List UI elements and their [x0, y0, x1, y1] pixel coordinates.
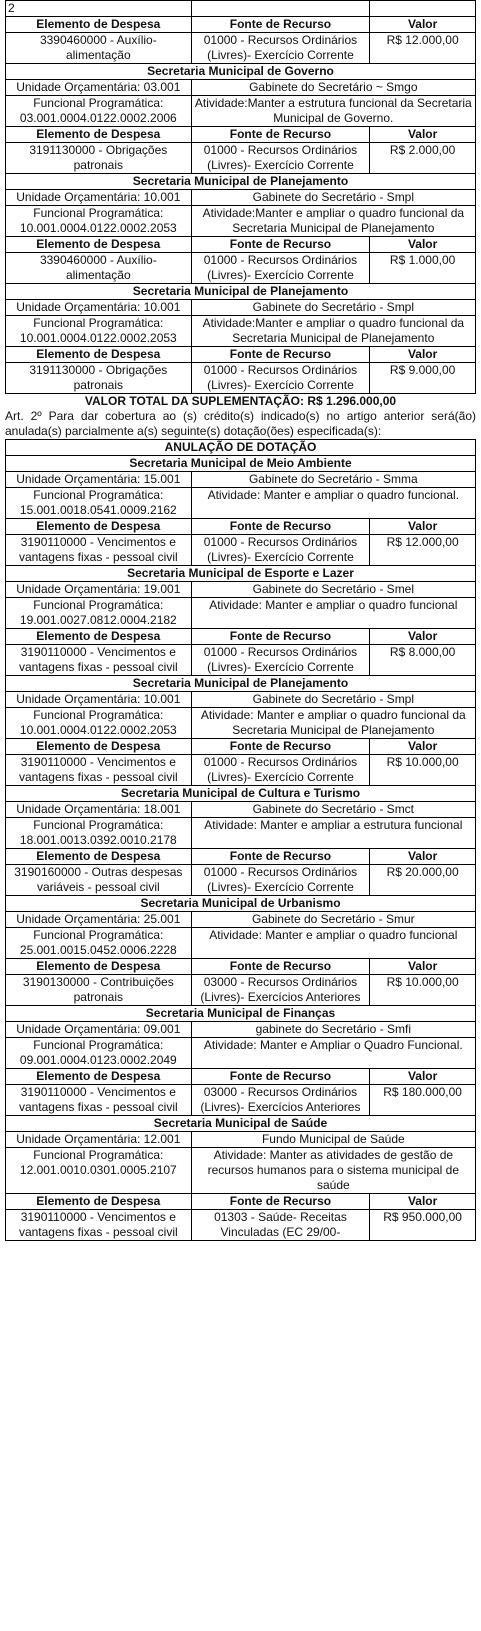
info-label: Unidade Orçamentária: 12.001	[6, 1132, 192, 1148]
info-row	[6, 1022, 476, 1038]
info-value: Atividade: Manter e Ampliar o Quadro Funcional.	[191, 1038, 475, 1069]
info-label: Unidade Orçamentária: 10.001	[6, 190, 192, 206]
suplementacao-table	[5, 0, 476, 394]
elemento-despesa-cell: 3190110000 - Vencimentos e vantagens fixas - pessoal civil	[6, 755, 192, 786]
info-row	[6, 818, 476, 849]
header-fonte-recurso: Fonte de Recurso	[191, 1069, 370, 1085]
info-label: Unidade Orçamentária: 15.001	[6, 472, 192, 488]
fonte-recurso-cell: 03000 - Recursos Ordinários (Livres)- Exercícios Anteriores	[191, 975, 370, 1006]
header-fonte-recurso: Fonte de Recurso	[191, 347, 370, 363]
column-header-row	[6, 849, 476, 865]
secretaria-row	[6, 1116, 476, 1132]
elemento-despesa-cell: 3190110000 - Vencimentos e vantagens fixas - pessoal civil	[6, 1210, 192, 1241]
info-value: Atividade: Manter e ampliar o quadro funcional da Secretaria Municipal de Planejamento	[191, 708, 475, 739]
document-page	[5, 0, 476, 1241]
header-valor: Valor	[370, 127, 476, 143]
elemento-despesa-cell: 3191130000 - Obrigações patronais	[6, 143, 192, 174]
valor-cell: R$ 950.000,00	[370, 1210, 476, 1241]
header-elemento-despesa: Elemento de Despesa	[6, 849, 192, 865]
column-header-row	[6, 739, 476, 755]
column-header-row	[6, 1194, 476, 1210]
anulacao-title-row	[6, 440, 476, 456]
header-fonte-recurso: Fonte de Recurso	[191, 739, 370, 755]
valor-cell: R$ 8.000,00	[370, 645, 476, 676]
info-row	[6, 582, 476, 598]
valor-cell: R$ 12.000,00	[370, 535, 476, 566]
header-elemento-despesa: Elemento de Despesa	[6, 1069, 192, 1085]
valor-cell: R$ 12.000,00	[370, 33, 476, 64]
orphan-row	[6, 1, 476, 17]
secretaria-title: Secretaria Municipal de Meio Ambiente	[6, 456, 476, 472]
table-row	[6, 33, 476, 64]
header-valor: Valor	[370, 1069, 476, 1085]
info-label: Funcional Programática: 15.001.0018.0541.0009.2162	[6, 488, 192, 519]
info-value: Gabinete do Secretário - Smpl	[191, 190, 475, 206]
info-label: Funcional Programática: 12.001.0010.0301.0005.2107	[6, 1148, 192, 1194]
header-valor: Valor	[370, 1194, 476, 1210]
info-label: Funcional Programática: 10.001.0004.0122.0002.2053	[6, 206, 192, 237]
header-fonte-recurso: Fonte de Recurso	[191, 629, 370, 645]
fonte-recurso-cell: 01303 - Saúde- Receitas Vinculadas (EC 29/00-	[191, 1210, 370, 1241]
info-value: Gabinete do Secretário - Smel	[191, 582, 475, 598]
anulacao-table	[5, 439, 476, 1241]
valor-cell: R$ 1.000,00	[370, 253, 476, 284]
info-row	[6, 928, 476, 959]
info-row	[6, 1132, 476, 1148]
info-value: Gabinete do Secretário - Smct	[191, 802, 475, 818]
secretaria-row	[6, 896, 476, 912]
table-row	[6, 645, 476, 676]
info-label: Funcional Programática: 18.001.0013.0392.0010.2178	[6, 818, 192, 849]
secretaria-title: Secretaria Municipal de Governo	[6, 64, 476, 80]
info-row	[6, 912, 476, 928]
info-value: Gabinete do Secretário - Smma	[191, 472, 475, 488]
info-label: Funcional Programática: 09.001.0004.0123.0002.2049	[6, 1038, 192, 1069]
secretaria-title: Secretaria Municipal de Finanças	[6, 1006, 476, 1022]
info-label: Funcional Programática: 10.001.0004.0122.0002.2053	[6, 316, 192, 347]
header-valor: Valor	[370, 739, 476, 755]
info-row	[6, 206, 476, 237]
info-row	[6, 472, 476, 488]
table-row	[6, 865, 476, 896]
header-elemento-despesa: Elemento de Despesa	[6, 347, 192, 363]
info-label: Unidade Orçamentária: 19.001	[6, 582, 192, 598]
info-label: Unidade Orçamentária: 25.001	[6, 912, 192, 928]
column-header-row	[6, 347, 476, 363]
column-header-row	[6, 959, 476, 975]
header-valor: Valor	[370, 237, 476, 253]
elemento-despesa-cell: 3390460000 - Auxílio-alimentação	[6, 33, 192, 64]
fonte-recurso-cell: 01000 - Recursos Ordinários (Livres)- Exercício Corrente	[191, 33, 370, 64]
info-value: Atividade: Manter as atividades de gestão de recursos humanos para o sistema municipal de saúde	[191, 1148, 475, 1194]
info-value: Atividade: Manter e ampliar o quadro funcional.	[191, 488, 475, 519]
info-value: gabinete do Secretário - Smfi	[191, 1022, 475, 1038]
fonte-recurso-cell: 01000 - Recursos Ordinários (Livres)- Exercício Corrente	[191, 363, 370, 394]
header-fonte-recurso: Fonte de Recurso	[191, 237, 370, 253]
header-valor: Valor	[370, 519, 476, 535]
empty-cell	[191, 1, 370, 17]
info-row	[6, 300, 476, 316]
column-header-row	[6, 237, 476, 253]
info-value: Atividade:Manter a estrutura funcional da Secretaria Municipal de Governo.	[191, 96, 475, 127]
column-header-row	[6, 519, 476, 535]
fonte-recurso-cell: 01000 - Recursos Ordinários (Livres)- Exercício Corrente	[191, 865, 370, 896]
header-valor: Valor	[370, 959, 476, 975]
valor-cell: R$ 180.000,00	[370, 1085, 476, 1116]
info-row	[6, 692, 476, 708]
info-row	[6, 80, 476, 96]
header-elemento-despesa: Elemento de Despesa	[6, 237, 192, 253]
header-elemento-despesa: Elemento de Despesa	[6, 1194, 192, 1210]
valor-cell: R$ 20.000,00	[370, 865, 476, 896]
valor-cell: R$ 10.000,00	[370, 975, 476, 1006]
empty-cell	[370, 1, 476, 17]
secretaria-row	[6, 1006, 476, 1022]
valor-cell: R$ 2.000,00	[370, 143, 476, 174]
info-row	[6, 708, 476, 739]
header-valor: Valor	[370, 347, 476, 363]
info-value: Atividade: Manter e ampliar a estrutura funcional	[191, 818, 475, 849]
info-row	[6, 1038, 476, 1069]
fonte-recurso-cell: 03000 - Recursos Ordinários (Livres)- Exercícios Anteriores	[191, 1085, 370, 1116]
secretaria-title: Secretaria Municipal de Urbanismo	[6, 896, 476, 912]
info-value: Gabinete do Secretário ~ Smgo	[191, 80, 475, 96]
column-header-row	[6, 1069, 476, 1085]
header-fonte-recurso: Fonte de Recurso	[191, 849, 370, 865]
info-label: Unidade Orçamentária: 10.001	[6, 300, 192, 316]
info-row	[6, 1148, 476, 1194]
fonte-recurso-cell: 01000 - Recursos Ordinários (Livres)- Exercício Corrente	[191, 253, 370, 284]
info-row	[6, 488, 476, 519]
info-label: Funcional Programática: 10.001.0004.0122.0002.2053	[6, 708, 192, 739]
anulacao-title: ANULAÇÃO DE DOTAÇÃO	[6, 440, 476, 456]
header-elemento-despesa: Elemento de Despesa	[6, 127, 192, 143]
info-value: Atividade:Manter e ampliar o quadro funcional da Secretaria Municipal de Planejamento	[191, 316, 475, 347]
table-row	[6, 1210, 476, 1241]
info-row	[6, 598, 476, 629]
header-elemento-despesa: Elemento de Despesa	[6, 519, 192, 535]
elemento-despesa-cell: 3190110000 - Vencimentos e vantagens fixas - pessoal civil	[6, 645, 192, 676]
secretaria-title: Secretaria Municipal de Planejamento	[6, 284, 476, 300]
header-valor: Valor	[370, 17, 476, 33]
info-value: Gabinete do Secretário - Smur	[191, 912, 475, 928]
column-header-row	[6, 127, 476, 143]
valor-cell: R$ 10.000,00	[370, 755, 476, 786]
secretaria-row	[6, 786, 476, 802]
info-value: Atividade: Manter e ampliar o quadro funcional	[191, 598, 475, 629]
secretaria-title: Secretaria Municipal de Planejamento	[6, 676, 476, 692]
elemento-despesa-cell: 3191130000 - Obrigações patronais	[6, 363, 192, 394]
info-value: Gabinete do Secretário - Smpl	[191, 300, 475, 316]
info-row	[6, 190, 476, 206]
secretaria-row	[6, 566, 476, 582]
table-row	[6, 253, 476, 284]
elemento-despesa-cell: 3190130000 - Contribuições patronais	[6, 975, 192, 1006]
table-row	[6, 755, 476, 786]
info-label: Funcional Programática: 25.001.0015.0452.0006.2228	[6, 928, 192, 959]
elemento-despesa-cell: 3390460000 - Auxílio-alimentação	[6, 253, 192, 284]
header-fonte-recurso: Fonte de Recurso	[191, 959, 370, 975]
orphan-cell: 2	[6, 1, 192, 17]
info-label: Unidade Orçamentária: 10.001	[6, 692, 192, 708]
secretaria-title: Secretaria Municipal de Cultura e Turismo	[6, 786, 476, 802]
secretaria-row	[6, 64, 476, 80]
secretaria-row	[6, 456, 476, 472]
header-elemento-despesa: Elemento de Despesa	[6, 17, 192, 33]
fonte-recurso-cell: 01000 - Recursos Ordinários (Livres)- Exercício Corrente	[191, 143, 370, 174]
info-label: Unidade Orçamentária: 18.001	[6, 802, 192, 818]
secretaria-title: Secretaria Municipal de Planejamento	[6, 174, 476, 190]
header-fonte-recurso: Fonte de Recurso	[191, 1194, 370, 1210]
header-fonte-recurso: Fonte de Recurso	[191, 17, 370, 33]
info-value: Atividade:Manter e ampliar o quadro funcional da Secretaria Municipal de Planejamento	[191, 206, 475, 237]
info-value: Gabinete do Secretário - Smpl	[191, 692, 475, 708]
column-header-row	[6, 629, 476, 645]
column-header-row	[6, 17, 476, 33]
fonte-recurso-cell: 01000 - Recursos Ordinários (Livres)- Exercício Corrente	[191, 645, 370, 676]
info-label: Unidade Orçamentária: 09.001	[6, 1022, 192, 1038]
table-row	[6, 975, 476, 1006]
secretaria-title: Secretaria Municipal de Esporte e Lazer	[6, 566, 476, 582]
header-fonte-recurso: Fonte de Recurso	[191, 127, 370, 143]
info-row	[6, 96, 476, 127]
fonte-recurso-cell: 01000 - Recursos Ordinários (Livres)- Exercício Corrente	[191, 535, 370, 566]
valor-cell: R$ 9.000,00	[370, 363, 476, 394]
info-label: Funcional Programática: 03.001.0004.0122.0002.2006	[6, 96, 192, 127]
elemento-despesa-cell: 3190110000 - Vencimentos e vantagens fixas - pessoal civil	[6, 1085, 192, 1116]
info-label: Funcional Programática: 19.001.0027.0812.0004.2182	[6, 598, 192, 629]
header-valor: Valor	[370, 849, 476, 865]
article-2-paragraph: Art. 2º Para dar cobertura ao (s) crédito(s) indicado(s) no artigo anterior será(ão) anulada(s) parcialmente a(s) seguinte(s) dotação(ões) especificada(s):	[5, 409, 476, 438]
secretaria-row	[6, 284, 476, 300]
header-elemento-despesa: Elemento de Despesa	[6, 739, 192, 755]
info-label: Unidade Orçamentária: 03.001	[6, 80, 192, 96]
fonte-recurso-cell: 01000 - Recursos Ordinários (Livres)- Exercício Corrente	[191, 755, 370, 786]
info-value: Atividade: Manter e ampliar o quadro funcional	[191, 928, 475, 959]
suplementacao-table-body	[6, 1, 476, 394]
valor-total-suplementacao: VALOR TOTAL DA SUPLEMENTAÇÃO: R$ 1.296.000,00	[84, 394, 397, 408]
secretaria-title: Secretaria Municipal de Saúde	[6, 1116, 476, 1132]
info-value: Fundo Municipal de Saúde	[191, 1132, 475, 1148]
header-valor: Valor	[370, 629, 476, 645]
table-row	[6, 363, 476, 394]
table-row	[6, 143, 476, 174]
header-fonte-recurso: Fonte de Recurso	[191, 519, 370, 535]
table-row	[6, 535, 476, 566]
anulacao-table-body	[6, 440, 476, 1241]
elemento-despesa-cell: 3190110000 - Vencimentos e vantagens fixas - pessoal civil	[6, 535, 192, 566]
elemento-despesa-cell: 3190160000 - Outras despesas variáveis - pessoal civil	[6, 865, 192, 896]
table-row	[6, 1085, 476, 1116]
secretaria-row	[6, 676, 476, 692]
info-row	[6, 802, 476, 818]
header-elemento-despesa: Elemento de Despesa	[6, 629, 192, 645]
secretaria-row	[6, 174, 476, 190]
header-elemento-despesa: Elemento de Despesa	[6, 959, 192, 975]
info-row	[6, 316, 476, 347]
